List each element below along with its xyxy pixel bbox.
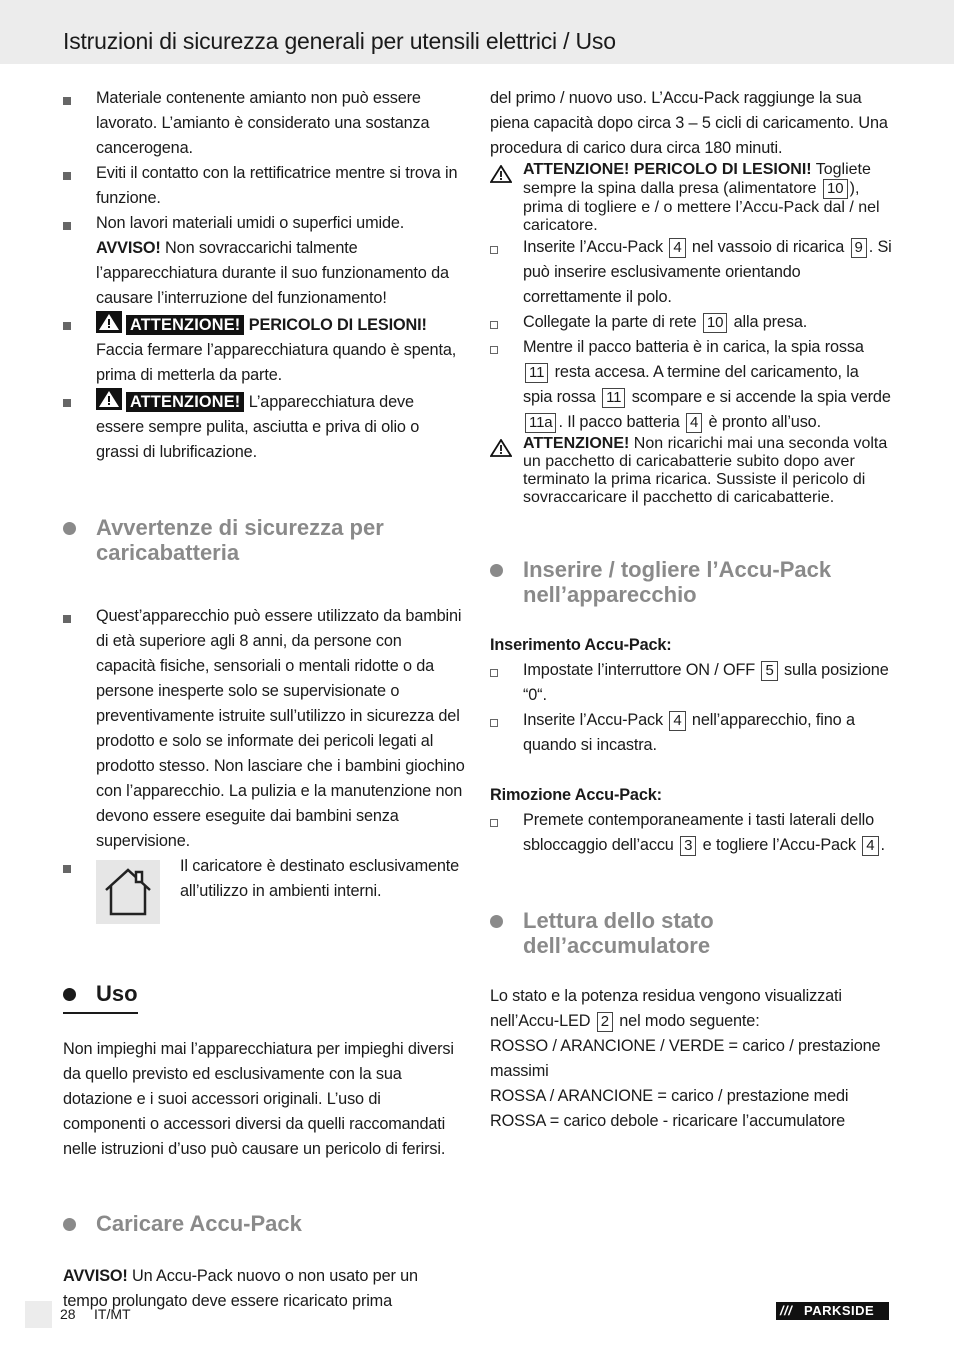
attention-label: ATTENZIONE!	[523, 435, 630, 452]
attention-badge: ATTENZIONE!	[126, 315, 244, 335]
section-title-caricare: Caricare Accu-Pack	[63, 1211, 465, 1236]
warning-item	[490, 435, 892, 507]
ref-number: 4	[686, 413, 702, 433]
step-item	[490, 708, 892, 758]
warning-icon	[96, 388, 122, 410]
brand-logo	[776, 1302, 889, 1320]
ref-number: 4	[669, 238, 685, 258]
page-number: 28	[60, 1306, 76, 1322]
ref-number: 11a	[525, 413, 556, 433]
item-text: Togliete sempre la spina dalla presa (alimentatore	[523, 161, 871, 197]
item-text: Un Accu-Pack nuovo o non usato per un tempo prolungato deve essere ricaricato prima	[63, 1267, 418, 1310]
list-item	[63, 161, 465, 211]
list-item	[63, 604, 465, 854]
ref-number: 3	[680, 836, 696, 856]
section-title-uso: Uso	[63, 981, 138, 1014]
item-text: Materiale contenente amianto non può essere lavorato. L’amianto è considerato una sostanza cancerogena.	[96, 89, 430, 157]
item-text: è pronto all’uso.	[704, 413, 821, 431]
avviso-label: AVVISO!	[63, 1267, 128, 1285]
item-text: Non sovraccarichi talmente l’apparecchiatura durante il suo funzionamento da causare l’interruzione del funzionamento!	[96, 239, 449, 307]
status-line: ROSSO / ARANCIONE / VERDE = carico / prestazione massimi	[490, 1037, 881, 1080]
item-text: L’apparecchiatura deve essere sempre pulita, asciutta e priva di olio o grassi di lubrificazione.	[96, 393, 420, 461]
item-text: Non ricarichi mai una seconda volta un pacchetto di caricabatterie subito dopo aver terminato la prima ricarica. Sussiste il pericolo di sovraccaricare il pacchetto di caricabatterie.	[523, 435, 888, 506]
step-item	[490, 658, 892, 708]
item-text: Premete contemporaneamente i tasti laterali dello sbloccaggio dell’accu	[523, 811, 875, 854]
item-text: Il caricatore è destinato esclusivamente all’utilizzo in ambienti interni.	[180, 857, 460, 900]
step-item	[490, 335, 892, 435]
warning-item	[490, 161, 892, 235]
item-text: Collegate la parte di rete	[523, 313, 701, 331]
item-text: sulla posizione “0“.	[523, 661, 889, 704]
paragraph	[490, 984, 892, 1034]
step-item	[490, 235, 892, 310]
paragraph: Non impieghi mai l’apparecchiatura per impieghi diversi da quello previsto ed esclusivamente con la sua dotazione e i suoi accessori originali. L’uso di componenti o accessori diversi da quelli raccomandati nelle istruzioni d’uso può causare un pericolo di ferirsi.	[63, 1040, 454, 1158]
item-text: Faccia fermare l’apparecchiatura quando è spenta, prima di metterla da parte.	[96, 341, 457, 384]
sub-heading: Inserimento Accu-Pack:	[490, 636, 672, 654]
item-text: Mentre il pacco batteria è in carica, la spia rossa	[523, 338, 864, 356]
item-text: Impostate l’interruttore ON / OFF	[523, 661, 760, 679]
item-text: .	[880, 836, 885, 854]
item-text: nel modo seguente:	[614, 1012, 760, 1030]
ref-number: 5	[761, 661, 777, 681]
list-item-indoor	[63, 854, 465, 918]
ref-number: 10	[823, 179, 848, 199]
danger-label: ATTENZIONE! PERICOLO DI LESIONI!	[523, 161, 812, 178]
danger-label: PERICOLO DI LESIONI!	[244, 316, 427, 334]
ref-number: 11	[602, 388, 625, 408]
indoor-use-icon	[96, 860, 160, 924]
page-title: Istruzioni di sicurezza generali per utensili elettrici / Uso	[63, 28, 616, 54]
item-text: Lo stato e la potenza residua vengono visualizzati nell’Accu-LED	[490, 987, 842, 1030]
item-text: Quest’apparecchio può essere utilizzato da bambini di età superiore agli 8 anni, da persone con capacità fisiche, sensoriali o mentali ridotte o da persone inesperte solo se supervisionate o preventivamente istruite sull’utilizzo in sicurezza del prodotto e solo se informate dei pericoli legati al prodotto stesso. Non lasciare che i bambini giochino con l’apparecchio. La pulizia e la manutenzione non devono essere eseguite dai bambini senza supervisione.	[96, 607, 465, 850]
ref-number: 2	[597, 1012, 613, 1032]
warning-icon	[490, 439, 512, 457]
item-text: . Si può inserire esclusivamente orientando correttamente il polo.	[523, 238, 892, 306]
section-title-inserire: Inserire / togliere l’Accu-Pack nell’apparecchio	[490, 557, 892, 607]
section-title-charger-safety: Avvertenze di sicurezza per caricabatteria	[63, 515, 465, 565]
item-text: . Il pacco batteria	[558, 413, 684, 431]
list-item	[63, 311, 465, 388]
item-text: e togliere l’Accu-Pack	[698, 836, 861, 854]
avviso-label: AVVISO!	[96, 239, 161, 257]
ref-number: 11	[525, 363, 548, 383]
item-text: Inserite l’Accu-Pack	[523, 711, 668, 729]
ref-number: 4	[669, 711, 685, 731]
ref-number: 10	[703, 313, 727, 333]
sub-heading: Rimozione Accu-Pack:	[490, 786, 662, 804]
item-text: nel vassoio di ricarica	[687, 238, 849, 256]
step-item	[490, 808, 892, 858]
list-item	[63, 388, 465, 465]
item-text: ), prima di togliere e / o mettere l’Accu-Pack dal / nel caricatore.	[523, 180, 880, 234]
paragraph: del primo / nuovo uso. L’Accu-Pack raggiunge la sua piena capacità dopo circa 3 – 5 cicli di caricamento. Una procedura di carico dura circa 180 minuti.	[490, 89, 888, 157]
ref-number: 9	[851, 238, 867, 258]
page-header	[0, 0, 954, 64]
attention-badge: ATTENZIONE!	[126, 392, 244, 412]
section-title-lettura: Lettura dello stato dell’accumulatore	[490, 908, 892, 958]
right-column	[490, 86, 892, 1134]
item-text: Non lavori materiali umidi o superfici umide.	[96, 214, 405, 232]
warning-icon	[96, 311, 122, 333]
item-text: Inserite l’Accu-Pack	[523, 238, 668, 256]
brand-name: PARKSIDE	[804, 1303, 875, 1318]
item-text: scompare e si accende la spia verde	[627, 388, 891, 406]
status-line: ROSSA / ARANCIONE = carico / prestazione medi	[490, 1087, 849, 1105]
item-text: resta accesa. A termine del caricamento, la spia rossa	[523, 363, 859, 406]
item-text: nell’apparecchio, fino a quando si incastra.	[523, 711, 855, 754]
ref-number: 4	[862, 836, 878, 856]
brand-mark: ///	[780, 1303, 793, 1318]
item-text: alla presa.	[729, 313, 808, 331]
left-column	[63, 86, 465, 1314]
warning-icon	[490, 165, 512, 183]
item-text: Eviti il contatto con la rettificatrice mentre si trova in funzione.	[96, 164, 458, 207]
step-item	[490, 310, 892, 335]
list-item	[63, 211, 465, 311]
language-code: IT/MT	[94, 1306, 131, 1322]
page-number-box	[25, 1301, 52, 1328]
list-item	[63, 86, 465, 161]
status-line: ROSSA = carico debole - ricaricare l’accumulatore	[490, 1112, 846, 1130]
